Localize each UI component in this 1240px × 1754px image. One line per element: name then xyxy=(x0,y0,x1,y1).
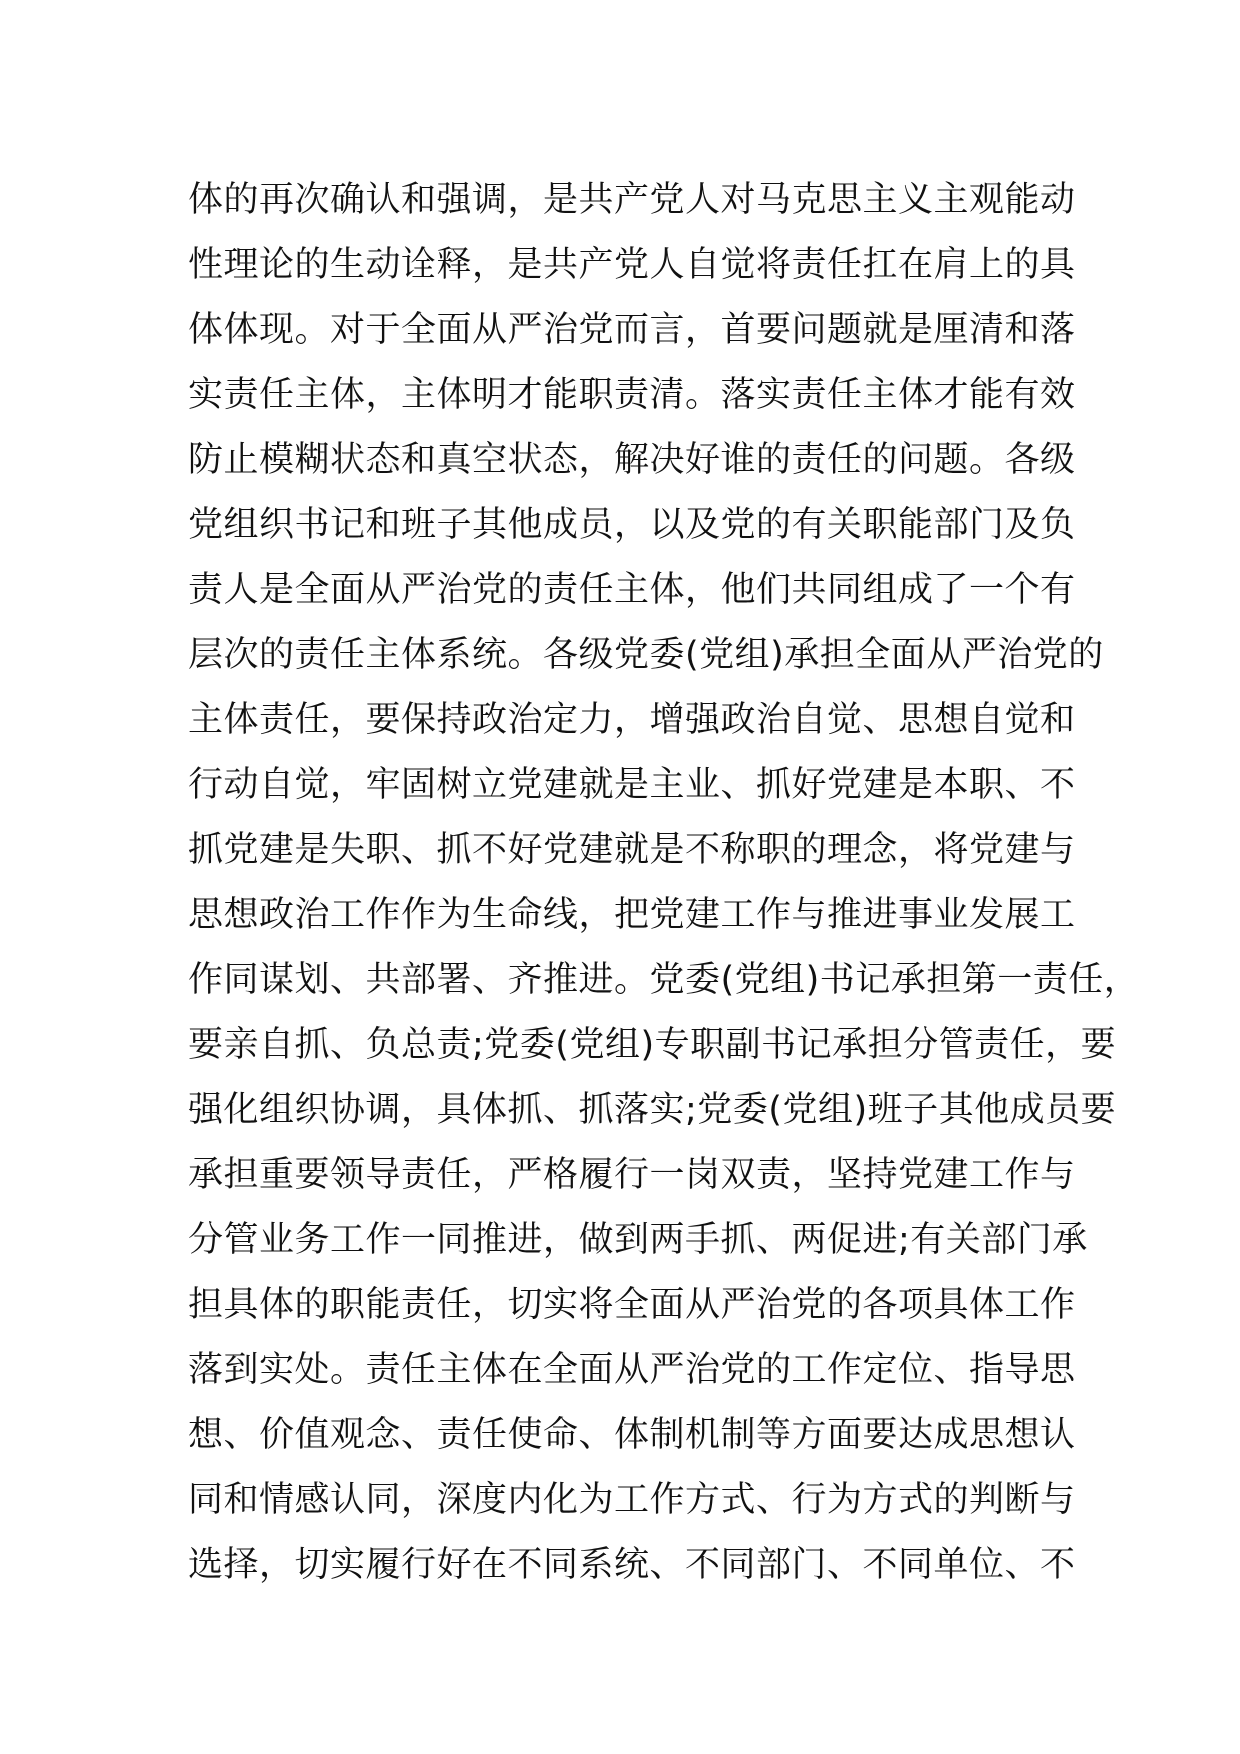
text-line-3: 体体现。对于全面从严治党而言，首要问题就是厘清和落 xyxy=(188,310,1076,350)
text-line-13: 作同谋划、共部署、齐推进。党委(党组)书记承担第一责任， xyxy=(188,960,1140,1000)
text-line-11: 抓党建是失职、抓不好党建就是不称职的理念，将党建与 xyxy=(188,830,1076,870)
text-line-17: 分管业务工作一同推进，做到两手抓、两促进;有关部门承 xyxy=(188,1220,1088,1260)
text-line-22: 选择，切实履行好在不同系统、不同部门、不同单位、不 xyxy=(188,1545,1076,1585)
text-line-2: 性理论的生动诠释，是共产党人自觉将责任扛在肩上的具 xyxy=(188,245,1076,285)
text-line-5: 防止模糊状态和真空状态，解决好谁的责任的问题。各级 xyxy=(188,440,1076,480)
text-line-14: 要亲自抓、负总责;党委(党组)专职副书记承担分管责任，要 xyxy=(188,1025,1117,1065)
text-line-18: 担具体的职能责任，切实将全面从严治党的各项具体工作 xyxy=(188,1285,1076,1325)
text-line-4: 实责任主体，主体明才能职责清。落实责任主体才能有效 xyxy=(188,375,1076,415)
text-line-7: 责人是全面从严治党的责任主体，他们共同组成了一个有 xyxy=(188,570,1076,610)
text-line-12: 思想政治工作作为生命线，把党建工作与推进事业发展工 xyxy=(188,895,1076,935)
text-line-1: 体的再次确认和强调，是共产党人对马克思主义主观能动 xyxy=(188,180,1076,220)
text-line-16: 承担重要领导责任，严格履行一岗双责，坚持党建工作与 xyxy=(188,1155,1076,1195)
text-line-21: 同和情感认同，深度内化为工作方式、行为方式的判断与 xyxy=(188,1480,1076,1520)
text-line-10: 行动自觉，牢固树立党建就是主业、抓好党建是本职、不 xyxy=(188,765,1076,805)
text-line-8: 层次的责任主体系统。各级党委(党组)承担全面从严治党的 xyxy=(188,635,1104,675)
text-line-19: 落到实处。责任主体在全面从严治党的工作定位、指导思 xyxy=(188,1350,1076,1390)
text-line-20: 想、价值观念、责任使命、体制机制等方面要达成思想认 xyxy=(188,1415,1076,1455)
text-line-9: 主体责任，要保持政治定力，增强政治自觉、思想自觉和 xyxy=(188,700,1076,740)
body-text xyxy=(188,168,1140,1598)
text-line-15: 强化组织协调，具体抓、抓落实;党委(党组)班子其他成员要 xyxy=(188,1090,1117,1130)
text-line-6: 党组织书记和班子其他成员，以及党的有关职能部门及负 xyxy=(188,505,1076,545)
